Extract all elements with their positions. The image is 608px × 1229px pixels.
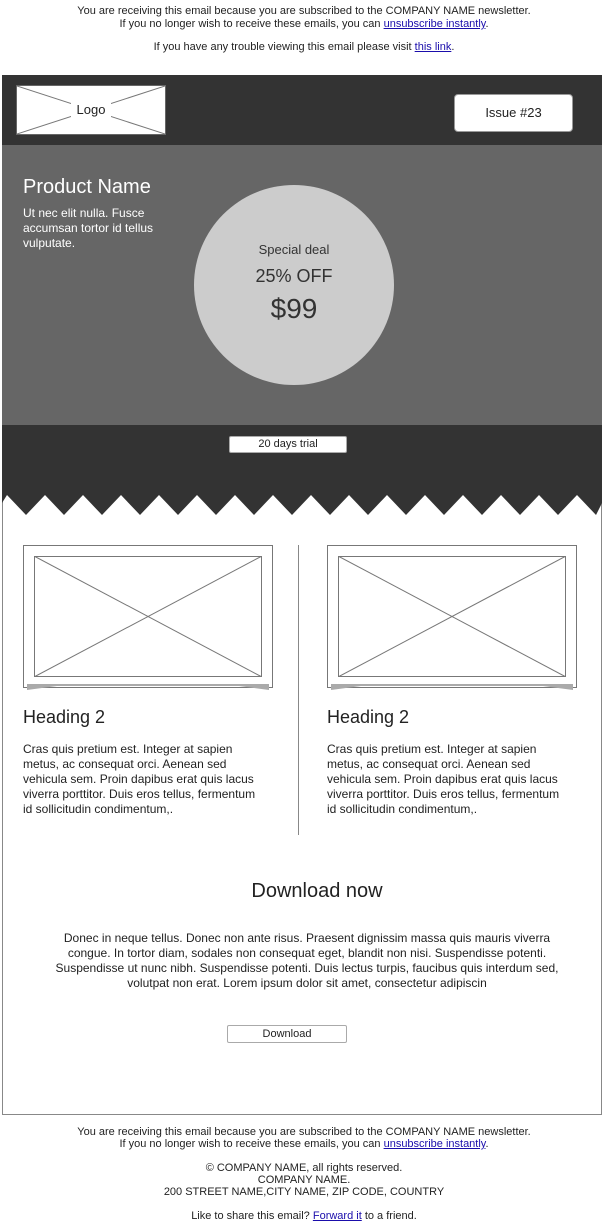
preheader-view-text: If you have any trouble viewing this email please visit	[153, 41, 415, 53]
column-image-placeholder[interactable]	[327, 545, 577, 688]
footer-copyright: © COMPANY NAME, all rights reserved.	[205, 1162, 403, 1174]
deal-price: $99	[270, 293, 318, 324]
download-title: Download now	[251, 880, 383, 902]
issue-badge: Issue #23	[454, 94, 573, 132]
image-shadow	[331, 684, 573, 693]
image-placeholder-icon	[34, 556, 262, 677]
content-column-left	[23, 545, 273, 816]
image-shadow	[27, 684, 269, 693]
footer-share-text: Like to share this email?	[191, 1210, 313, 1222]
preheader-view-online	[0, 41, 608, 54]
footer-line-2	[0, 1138, 608, 1150]
preheader-line-2	[0, 18, 608, 31]
image-placeholder-icon	[338, 556, 566, 677]
deal-discount: 25% OFF	[255, 266, 333, 286]
content-column-right	[327, 545, 577, 816]
trial-button[interactable]: 20 days trial	[229, 436, 347, 453]
preheader-line-2-text: If you no longer wish to receive these emails, you can	[119, 18, 384, 30]
preheader-view-end: .	[451, 41, 455, 53]
preheader-line-2-end: .	[485, 18, 489, 30]
download-text: Donec in neque tellus. Donec non ante risus. Praesent dignissim massa quis mauris viverra congue. In tortor diam, sodales non consequat eget, blandit non nisi. Suspendisse potenti. Suspendisse ut nunc nibh. Suspendisse potenti. Duis lectus turpis, faucibus quis interdum sed, volutpat non erat. Lorem ipsum dolor sit amet, consectetur adipiscin	[55, 931, 559, 990]
deal-circle	[194, 185, 394, 385]
footer-share	[0, 1210, 608, 1222]
footer-share-end: to a friend.	[361, 1210, 417, 1222]
deal-label: Special deal	[258, 242, 330, 257]
footer-line-2-end: .	[485, 1138, 489, 1150]
footer-address: 200 STREET NAME,CITY NAME, ZIP CODE, COUNTRY	[163, 1186, 445, 1198]
footer-line-1: You are receiving this email because you are subscribed to the COMPANY NAME newsletter.	[77, 1126, 531, 1138]
footer-notice	[0, 1126, 608, 1150]
column-divider	[298, 545, 299, 835]
footer-company-info	[0, 1162, 608, 1198]
hero-section	[2, 145, 602, 425]
column-image-placeholder[interactable]	[23, 545, 273, 688]
column-text: Cras quis pretium est. Integer at sapien metus, ac consequat orci. Aenean sed vehicula sem. Proin dapibus erat quis lacus viverra porttitor. Duis eros tellus, fermentum id sollicitudin condimentum,.	[327, 742, 560, 816]
column-heading: Heading 2	[23, 707, 106, 727]
footer-company-name: COMPANY NAME.	[257, 1174, 351, 1186]
logo-label-text: Logo	[71, 102, 112, 117]
column-heading: Heading 2	[327, 707, 410, 727]
logo-label	[17, 86, 165, 134]
preheader-notice	[0, 5, 608, 31]
trial-band	[2, 425, 602, 495]
email-header	[2, 75, 602, 145]
download-button[interactable]: Download	[227, 1025, 347, 1043]
forward-link[interactable]: Forward it	[312, 1210, 362, 1222]
column-text: Cras quis pretium est. Integer at sapien metus, ac consequat orci. Aenean sed vehicula sem. Proin dapibus erat quis lacus viverra porttitor. Duis eros tellus, fermentum id sollicitudin condimentum,.	[23, 742, 256, 816]
footer-unsubscribe-link[interactable]: unsubscribe instantly	[383, 1138, 486, 1150]
zigzag-divider	[2, 495, 602, 517]
product-name: Product Name	[23, 176, 151, 198]
view-online-link[interactable]: this link	[414, 41, 452, 53]
preheader-line-1: You are receiving this email because you are subscribed to the COMPANY NAME newsletter.	[77, 5, 531, 17]
footer-line-2-text: If you no longer wish to receive these emails, you can	[119, 1138, 384, 1150]
preheader-unsubscribe-link[interactable]: unsubscribe instantly	[383, 18, 486, 30]
logo-placeholder[interactable]	[16, 85, 166, 135]
product-description: Ut nec elit nulla. Fusce accumsan tortor id tellus vulputate.	[23, 206, 154, 250]
